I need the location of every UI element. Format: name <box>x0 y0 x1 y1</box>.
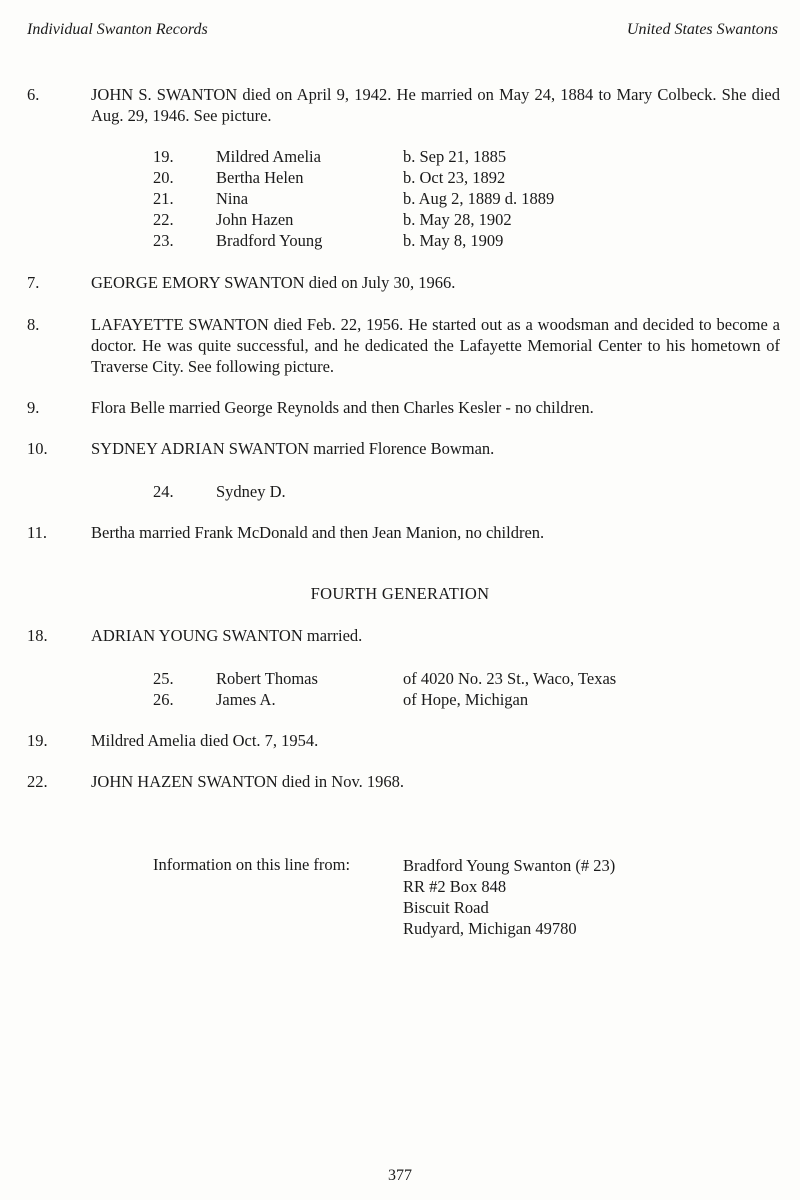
child-dates: b. Oct 23, 1892 <box>403 168 506 187</box>
entry-text: Mildred Amelia died Oct. 7, 1954. <box>91 731 319 750</box>
entry-7 <box>27 272 780 293</box>
child-name: Robert Thomas <box>216 669 318 688</box>
entry-text: Bertha married Frank McDonald and then Jean Manion, no children. <box>91 523 545 542</box>
child-name: Nina <box>216 189 249 208</box>
section-title: FOURTH GENERATION <box>310 584 490 603</box>
entry-18 <box>27 625 780 646</box>
child-residence: of Hope, Michigan <box>403 690 529 709</box>
child-number: 23. <box>153 231 174 250</box>
entry-6 <box>27 84 780 126</box>
child-number: 24. <box>153 482 174 501</box>
running-header-left: Individual Swanton Records <box>27 21 208 38</box>
child-number: 26. <box>153 690 174 709</box>
child-dates: b. Aug 2, 1889 d. 1889 <box>403 189 555 208</box>
child-number: 25. <box>153 669 174 688</box>
child-number: 19. <box>153 147 174 166</box>
page-number: 377 <box>388 1167 412 1184</box>
child-dates: b. May 8, 1909 <box>403 231 504 250</box>
entry-22 <box>27 771 780 792</box>
entry-number: 10. <box>27 439 48 458</box>
entry-number: 22. <box>27 772 48 791</box>
child-number: 20. <box>153 168 174 187</box>
entry-number: 11. <box>27 523 48 542</box>
entry-text: ADRIAN YOUNG SWANTON married. <box>91 626 363 645</box>
child-dates: b. Sep 21, 1885 <box>403 147 507 166</box>
source-label: Information on this line from: <box>153 855 351 874</box>
entry-text: JOHN S. SWANTON died on April 9, 1942. He married on May 24, 1884 to Mary Colbeck. She died Aug. 29, 1946. See picture. <box>91 85 780 125</box>
entry-10 <box>27 438 780 459</box>
source-address-line: Biscuit Road <box>403 898 489 917</box>
source-address-line: Rudyard, Michigan 49780 <box>403 919 577 938</box>
source-address-line: Bradford Young Swanton (# 23) <box>403 856 616 875</box>
child-residence: of 4020 No. 23 St., Waco, Texas <box>403 669 617 688</box>
child-name: James A. <box>216 690 276 709</box>
entry-number: 7. <box>27 273 40 292</box>
child-name: Bradford Young <box>216 231 323 250</box>
child-name: Sydney D. <box>216 482 286 501</box>
entry-19 <box>27 730 780 751</box>
entry-8 <box>27 314 780 377</box>
entry-11 <box>27 522 780 543</box>
entry-number: 6. <box>27 85 40 104</box>
child-number: 21. <box>153 189 174 208</box>
entry-9 <box>27 397 780 418</box>
entry-text: Flora Belle married George Reynolds and then Charles Kesler - no children. <box>91 398 594 417</box>
running-header-right: United States Swantons <box>626 21 778 38</box>
source-address-line: RR #2 Box 848 <box>403 877 507 896</box>
child-number: 22. <box>153 210 174 229</box>
entry-number: 19. <box>27 731 48 750</box>
entry-number: 8. <box>27 315 40 334</box>
child-name: John Hazen <box>216 210 294 229</box>
child-dates: b. May 28, 1902 <box>403 210 512 229</box>
entry-number: 9. <box>27 398 40 417</box>
child-name: Bertha Helen <box>216 168 304 187</box>
entry-text: SYDNEY ADRIAN SWANTON married Florence Bowman. <box>91 439 495 458</box>
entry-number: 18. <box>27 626 48 645</box>
entry-text: GEORGE EMORY SWANTON died on July 30, 1966. <box>91 273 456 292</box>
entry-text: LAFAYETTE SWANTON died Feb. 22, 1956. He started out as a woodsman and decided to become a doctor. He was quite successful, and he dedicated the Lafayette Memorial Center to his hometown of Traverse City. See following picture. <box>91 315 780 376</box>
child-name: Mildred Amelia <box>216 147 321 166</box>
entry-text: JOHN HAZEN SWANTON died in Nov. 1968. <box>91 772 405 791</box>
